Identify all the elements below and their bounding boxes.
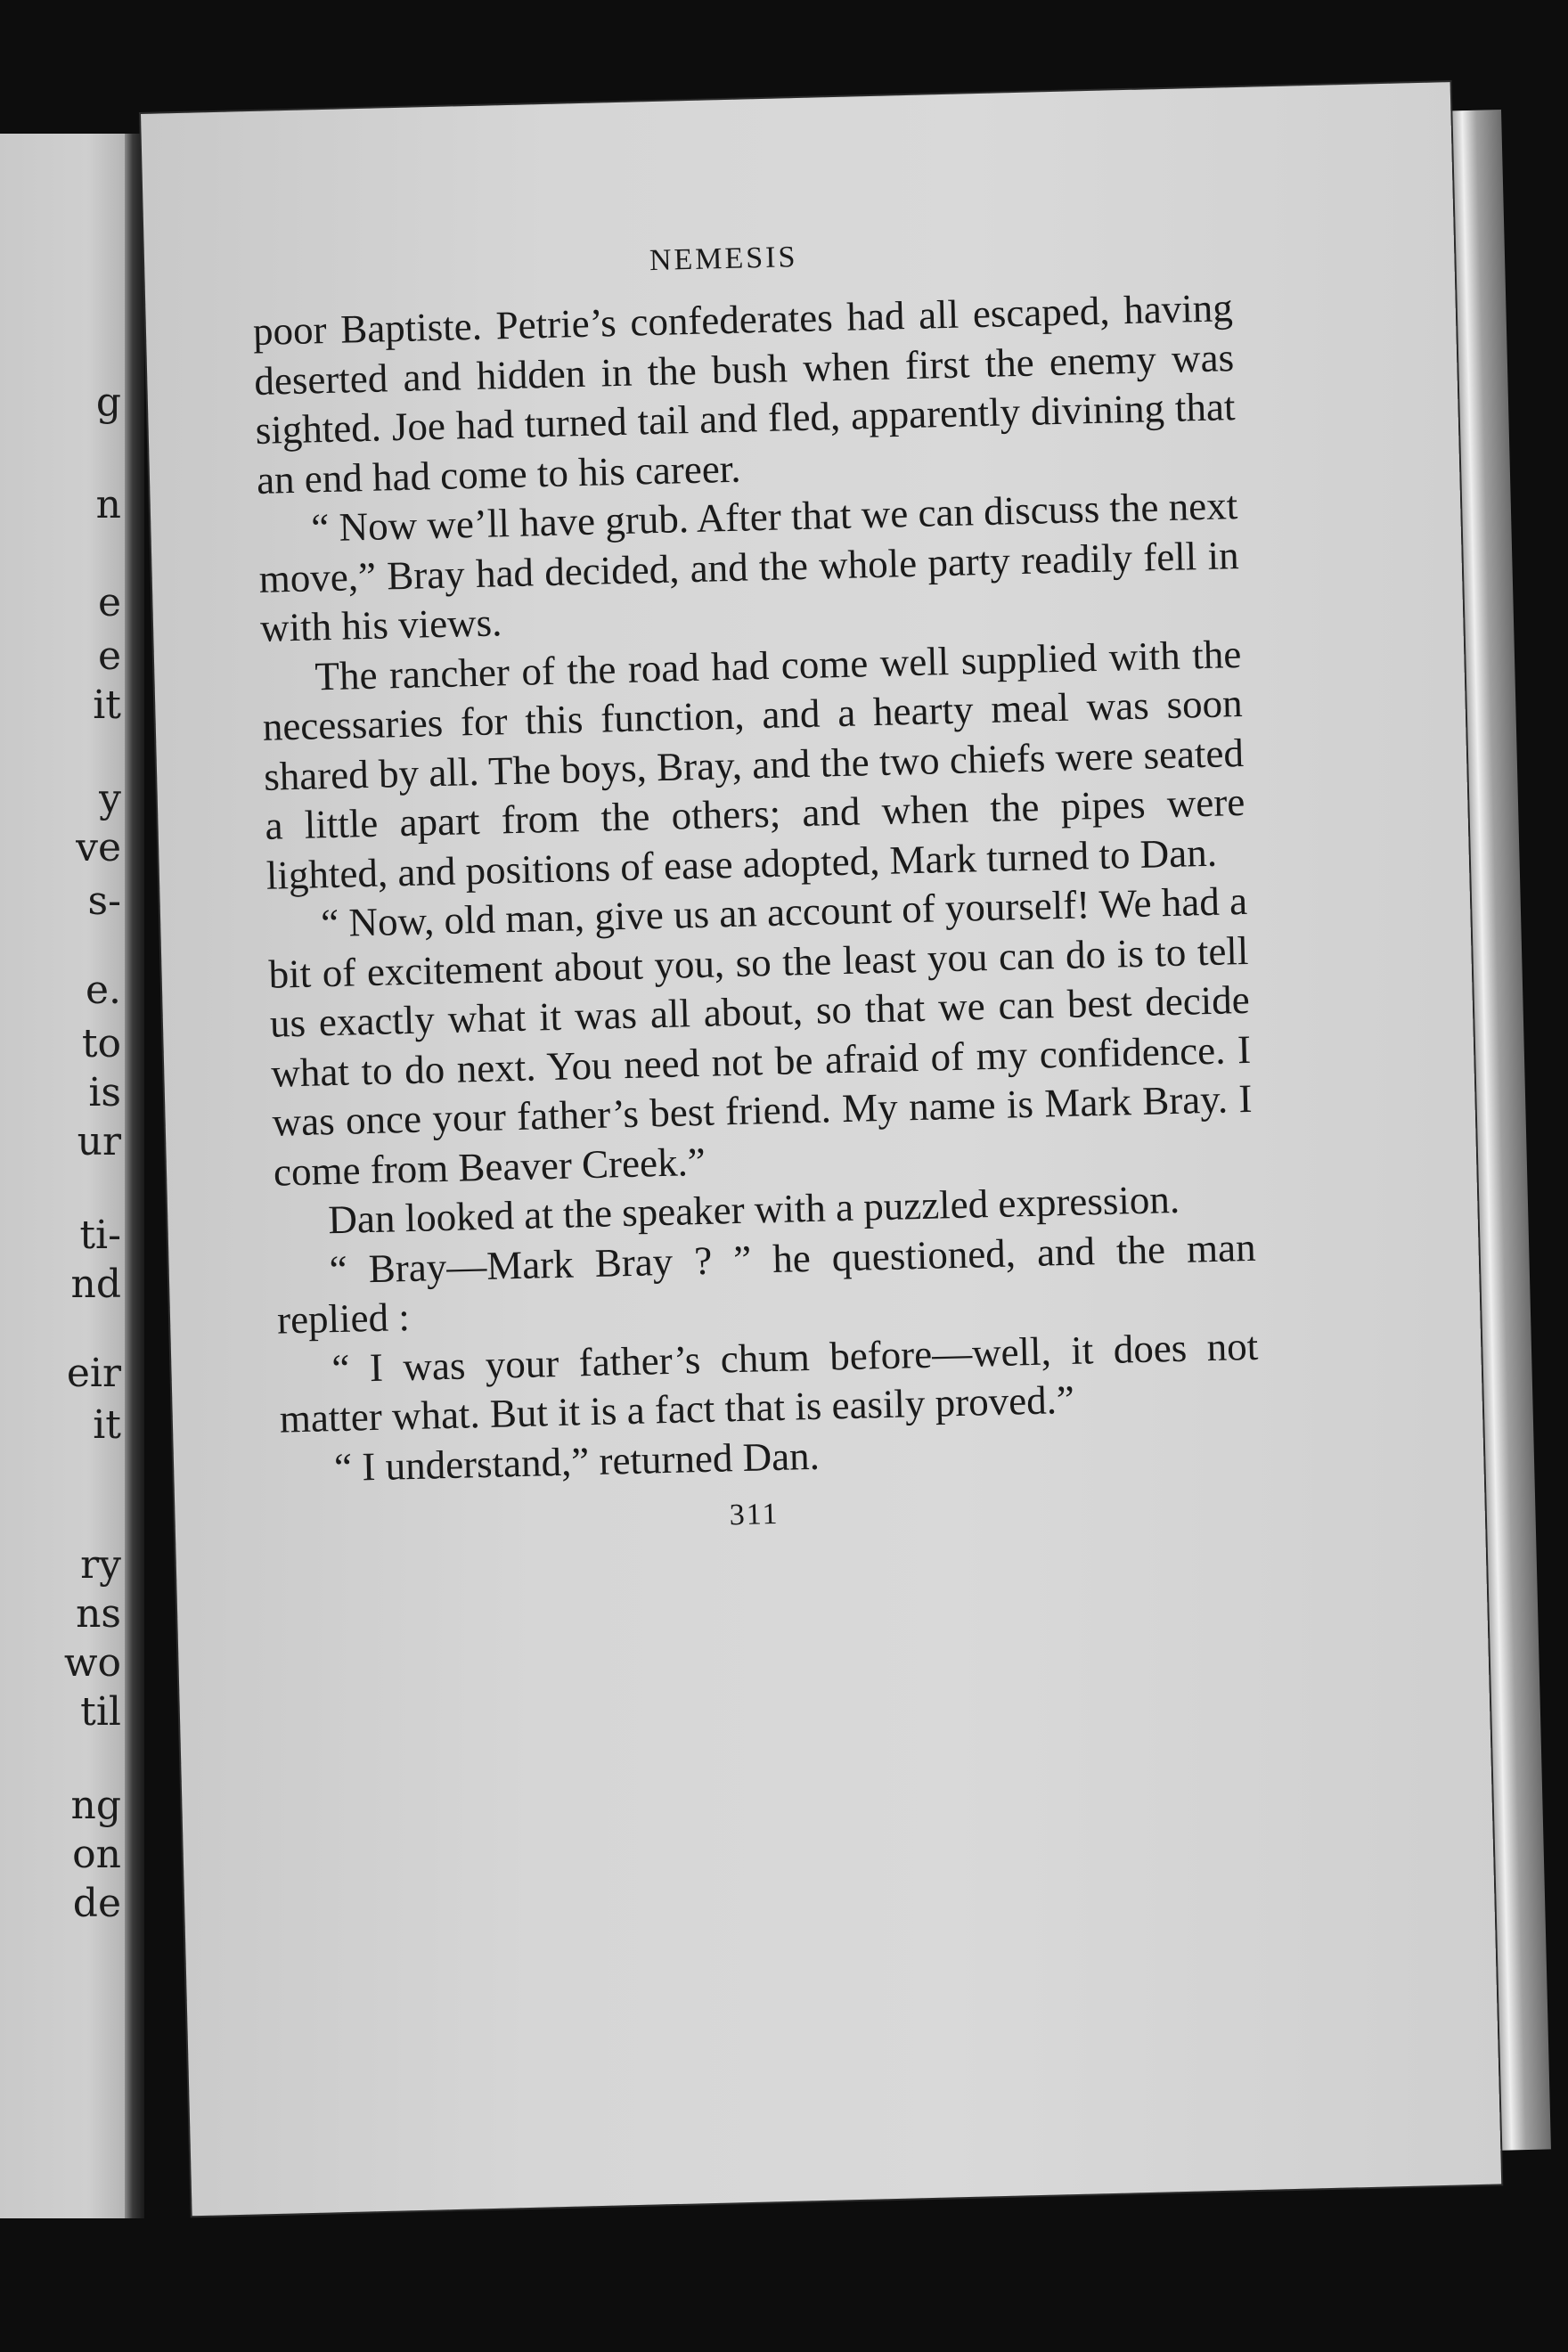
- left-page-line-fragment: ti-: [79, 1213, 121, 1258]
- left-page-line-fragment: ng: [70, 1783, 121, 1828]
- paragraph: poor Baptiste. Petrie’s confederates had all escaped, having deserted and hidden in the bush when first the enemy was sighted. Joe had turned tail and fled, apparently divining that an end had come to his career.: [252, 285, 1236, 502]
- left-page-line-fragment: e: [97, 633, 121, 679]
- right-page: [141, 82, 1501, 2216]
- left-page-line-fragment: nd: [70, 1262, 121, 1307]
- paragraph: Dan looked at the speaker with a puzzled expression.: [327, 1176, 1180, 1243]
- page-content: [251, 230, 1262, 1543]
- left-page-text-fragments: [0, 0, 125, 2352]
- page-number: 311: [729, 1497, 780, 1532]
- left-page-line-fragment: ry: [80, 1542, 121, 1588]
- left-page-line-fragment: it: [93, 682, 121, 728]
- left-page-line-fragment: is: [88, 1070, 121, 1115]
- book-gutter: [125, 134, 144, 2218]
- paragraph: “ Now we’ll have grub. After that we can discuss the next move,” Bray had decided, and the whole party readily fell in with his views.: [258, 483, 1240, 650]
- left-page-line-fragment: de: [72, 1881, 121, 1926]
- left-page-line-fragment: e: [97, 580, 121, 625]
- paragraph: “ Now, old man, give us an account of yourself! We had a bit of excitement about you, so the least you can do is to tell us exactly what it was all about, so that we can best decide what to do next. You need not be afraid of my confidence. I was once your father’s best friend. My name is Mark Bray. I come from Beaver Creek.”: [268, 878, 1253, 1195]
- paragraph: “ I was your father’s chum before—well, it does not matter what. But it is a fact that is easily proved.”: [279, 1323, 1259, 1441]
- left-page-line-fragment: to: [81, 1021, 121, 1066]
- left-page-line-fragment: it: [93, 1402, 121, 1448]
- paragraph: “ Bray—Mark Bray ? ” he questioned, and the man replied :: [276, 1224, 1257, 1343]
- left-page-line-fragment: ur: [77, 1119, 121, 1164]
- left-page-line-fragment: ns: [76, 1591, 121, 1637]
- left-page-line-fragment: s-: [87, 878, 121, 924]
- running-head: NEMESIS: [649, 241, 798, 278]
- left-page-line-fragment: on: [72, 1832, 121, 1877]
- left-page-line-fragment: wo: [63, 1640, 121, 1686]
- body-text: [252, 283, 1261, 1493]
- paragraph: The rancher of the road had come well supplied with the necessaries for this function, and a hearty meal was soon shared by all. The boys, Bray, and the two chiefs were seated a little apart from the others; and when the pipes were lighted, and positions of ease adopted, Mark turned to Dan.: [262, 631, 1245, 898]
- left-page-line-fragment: n: [95, 482, 121, 527]
- left-page-line-fragment: g: [95, 380, 121, 425]
- left-page-line-fragment: e.: [85, 968, 121, 1013]
- left-page-line-fragment: til: [80, 1689, 121, 1735]
- paragraph: “ I understand,” returned Dan.: [333, 1433, 821, 1490]
- left-page-line-fragment: ve: [76, 825, 121, 870]
- left-page-line-fragment: y: [99, 776, 121, 821]
- left-page-line-fragment: eir: [66, 1351, 121, 1396]
